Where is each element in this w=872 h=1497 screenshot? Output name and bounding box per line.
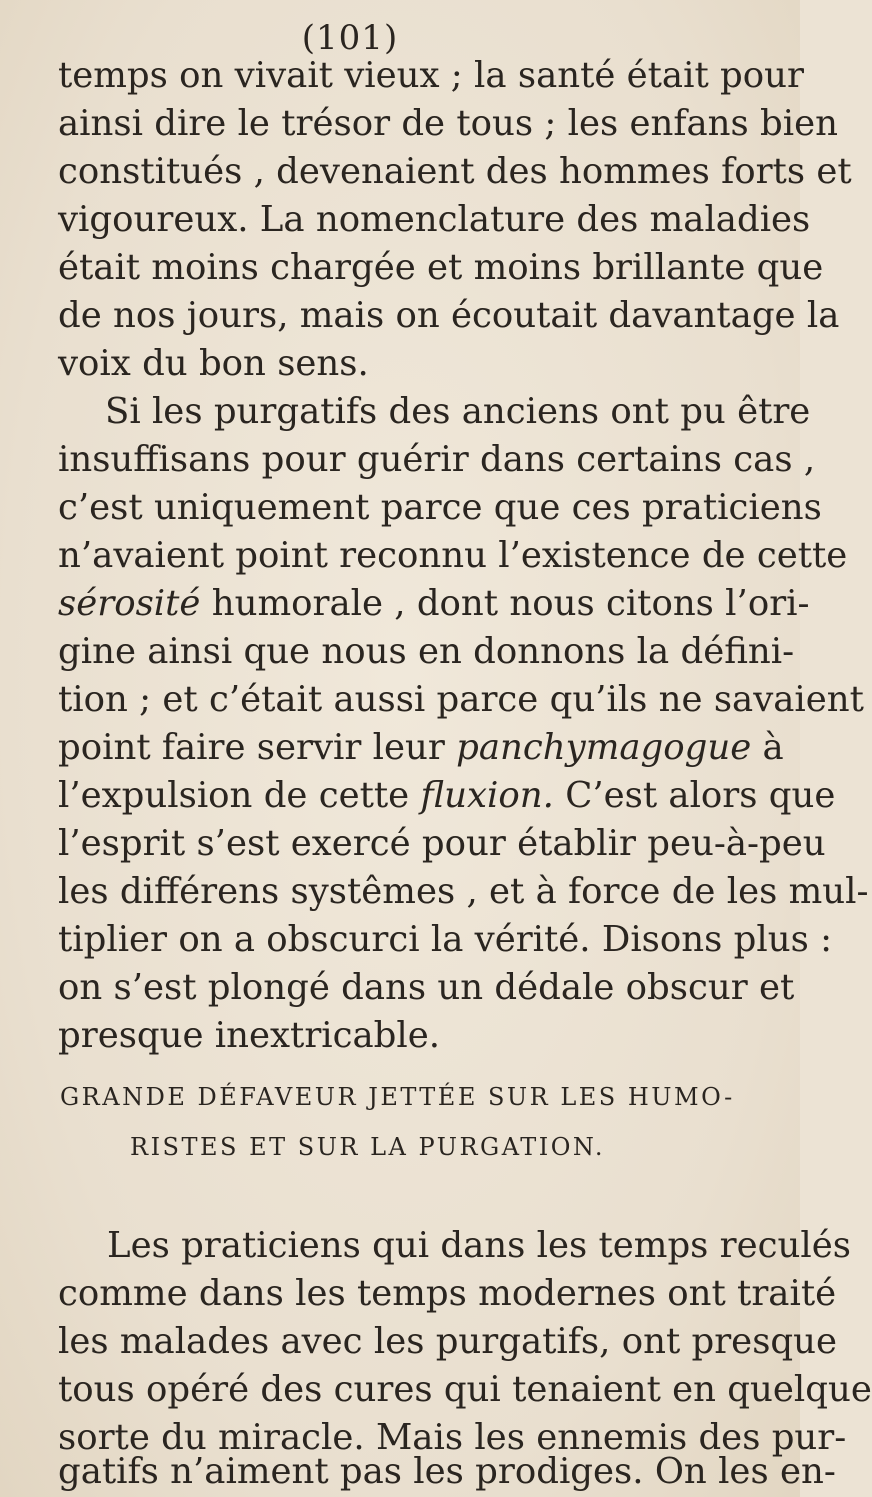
text-line: sorte du miracle. Mais les ennemis des pur- bbox=[58, 1417, 847, 1458]
text-line: vigoureux. La nomenclature des maladies bbox=[58, 199, 811, 240]
text-segment: à bbox=[762, 727, 784, 768]
text-line: gatifs n’aiment pas les prodiges. On les en- bbox=[58, 1451, 836, 1492]
text-segment: C’est alors que bbox=[565, 775, 836, 816]
text-line bbox=[58, 725, 784, 770]
text-line: constitués , devenaient des hommes forts et bbox=[58, 151, 852, 192]
text-line: c’est uniquement parce que ces praticiens bbox=[58, 487, 822, 528]
text-line: les malades avec les purgatifs, ont presque bbox=[58, 1321, 838, 1362]
text-line: gine ainsi que nous en donnons la défini- bbox=[58, 631, 795, 672]
text-line: ainsi dire le trésor de tous ; les enfans bien bbox=[58, 103, 838, 144]
text-line: Si les purgatifs des anciens ont pu être bbox=[105, 391, 811, 432]
text-line: les différens systêmes , et à force de les mul- bbox=[58, 871, 869, 912]
text-line: comme dans les temps modernes ont traité bbox=[58, 1273, 837, 1314]
section-heading: GRANDE DÉFAVEUR JETTÉE SUR LES HUMO- bbox=[60, 1083, 735, 1111]
text-line: de nos jours, mais on écoutait davantage la bbox=[58, 295, 840, 336]
text-line: était moins chargée et moins brillante que bbox=[58, 247, 824, 288]
text-line: temps on vivait vieux ; la santé était pour bbox=[58, 55, 804, 96]
text-line: tous opéré des cures qui tenaient en quelque bbox=[58, 1369, 872, 1410]
italic-word: panchymagogue bbox=[456, 727, 752, 768]
text-line bbox=[58, 581, 810, 626]
text-line: voix du bon sens. bbox=[58, 343, 369, 384]
text-line: l’esprit s’est exercé pour établir peu-à-peu bbox=[58, 823, 826, 864]
text-line: Les praticiens qui dans les temps reculés bbox=[107, 1225, 851, 1266]
italic-word: sérosité bbox=[58, 583, 201, 624]
section-heading: RISTES ET SUR LA PURGATION. bbox=[130, 1133, 605, 1161]
text-line: tion ; et c’était aussi parce qu’ils ne savaient bbox=[58, 679, 864, 720]
text-segment: humorale , dont nous citons l’ori- bbox=[211, 583, 810, 624]
text-line: insuffisans pour guérir dans certains cas , bbox=[58, 439, 816, 480]
text-line: n’avaient point reconnu l’existence de cette bbox=[58, 535, 848, 576]
italic-word: fluxion. bbox=[420, 775, 554, 816]
text-segment: point faire servir leur bbox=[58, 727, 445, 768]
page-number: (101) bbox=[301, 18, 399, 58]
text-line: tiplier on a obscurci la vérité. Disons plus : bbox=[58, 919, 833, 960]
text-line: presque inextricable. bbox=[58, 1015, 441, 1056]
text-line bbox=[58, 773, 835, 818]
text-line: on s’est plongé dans un dédale obscur et bbox=[58, 967, 795, 1008]
text-segment: l’expulsion de cette bbox=[58, 775, 410, 816]
